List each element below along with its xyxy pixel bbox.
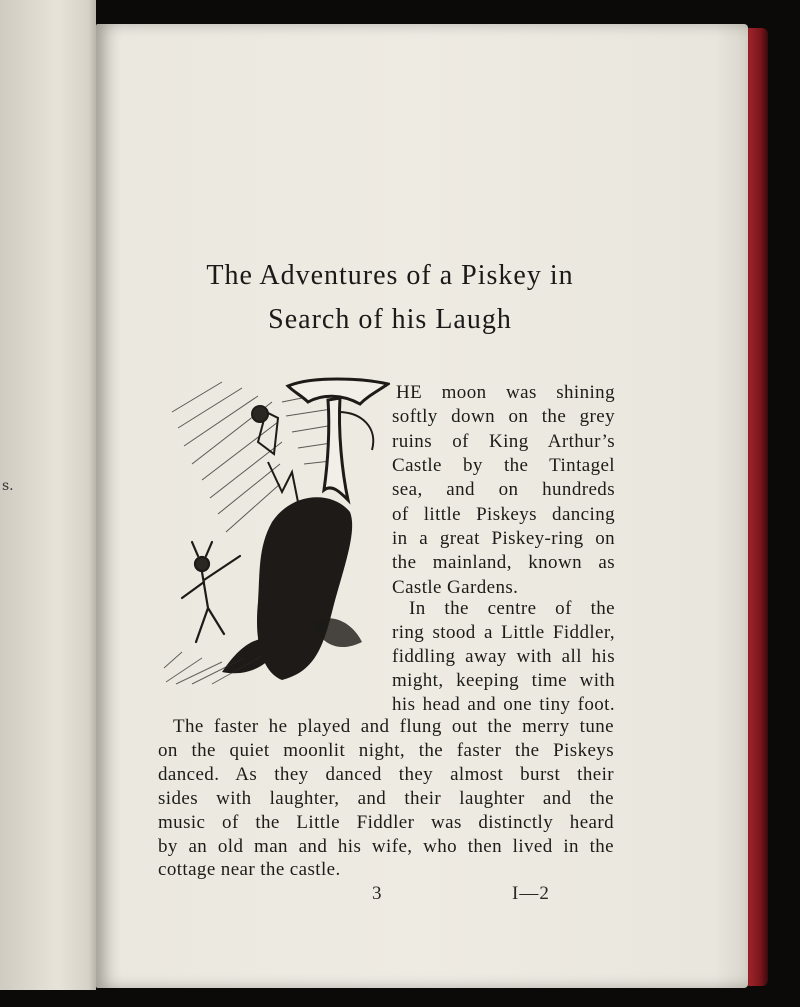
piskey-figure-icon bbox=[182, 542, 240, 642]
left-page bbox=[0, 0, 96, 990]
text-line: HE moon was shining bbox=[396, 382, 615, 403]
text-line: sea, and on hundreds bbox=[392, 479, 615, 500]
piskey-fiddler-illustration bbox=[162, 372, 390, 692]
text-line: might, keeping time with bbox=[392, 670, 615, 691]
left-page-fragment: s. bbox=[2, 478, 14, 494]
text-line: softly down on the grey bbox=[392, 406, 615, 427]
chapter-title-line-1: The Adventures of a Piskey in bbox=[206, 260, 574, 291]
text-line: fiddling away with all his bbox=[392, 646, 615, 667]
text-line: In the centre of the bbox=[409, 598, 615, 619]
text-line: ring stood a Little Fiddler, bbox=[392, 622, 615, 643]
signature-mark: I—2 bbox=[512, 883, 550, 904]
dark-foliage-icon bbox=[222, 497, 362, 680]
text-line: of little Piskeys dancing bbox=[392, 504, 615, 525]
text-line: Castle Gardens. bbox=[392, 577, 519, 598]
text-line: ruins of King Arthur’s bbox=[392, 431, 615, 452]
text-line: on the quiet moonlit night, the faster the Piskeys bbox=[158, 740, 614, 761]
text-line: The faster he played and flung out the merry tune bbox=[173, 716, 614, 737]
text-line: his head and one tiny foot. bbox=[392, 694, 615, 715]
drop-cap-t-icon bbox=[288, 379, 388, 500]
text-line: Castle by the Tintagel bbox=[392, 455, 615, 476]
text-line: music of the Little Fiddler was distinctly heard bbox=[158, 812, 614, 833]
text-line: in a great Piskey-ring on bbox=[392, 528, 615, 549]
text-line: by an old man and his wife, who then lived in the bbox=[158, 836, 614, 857]
castle-ruin-icon bbox=[252, 406, 298, 502]
text-line: danced. As they danced they almost burst their bbox=[158, 764, 614, 785]
text-line: the mainland, known as bbox=[392, 552, 615, 573]
chapter-title-line-2: Search of his Laugh bbox=[268, 304, 512, 335]
text-line: cottage near the castle. bbox=[158, 859, 341, 880]
page-number: 3 bbox=[372, 883, 382, 904]
text-line: sides with laughter, and their laughter and the bbox=[158, 788, 614, 809]
